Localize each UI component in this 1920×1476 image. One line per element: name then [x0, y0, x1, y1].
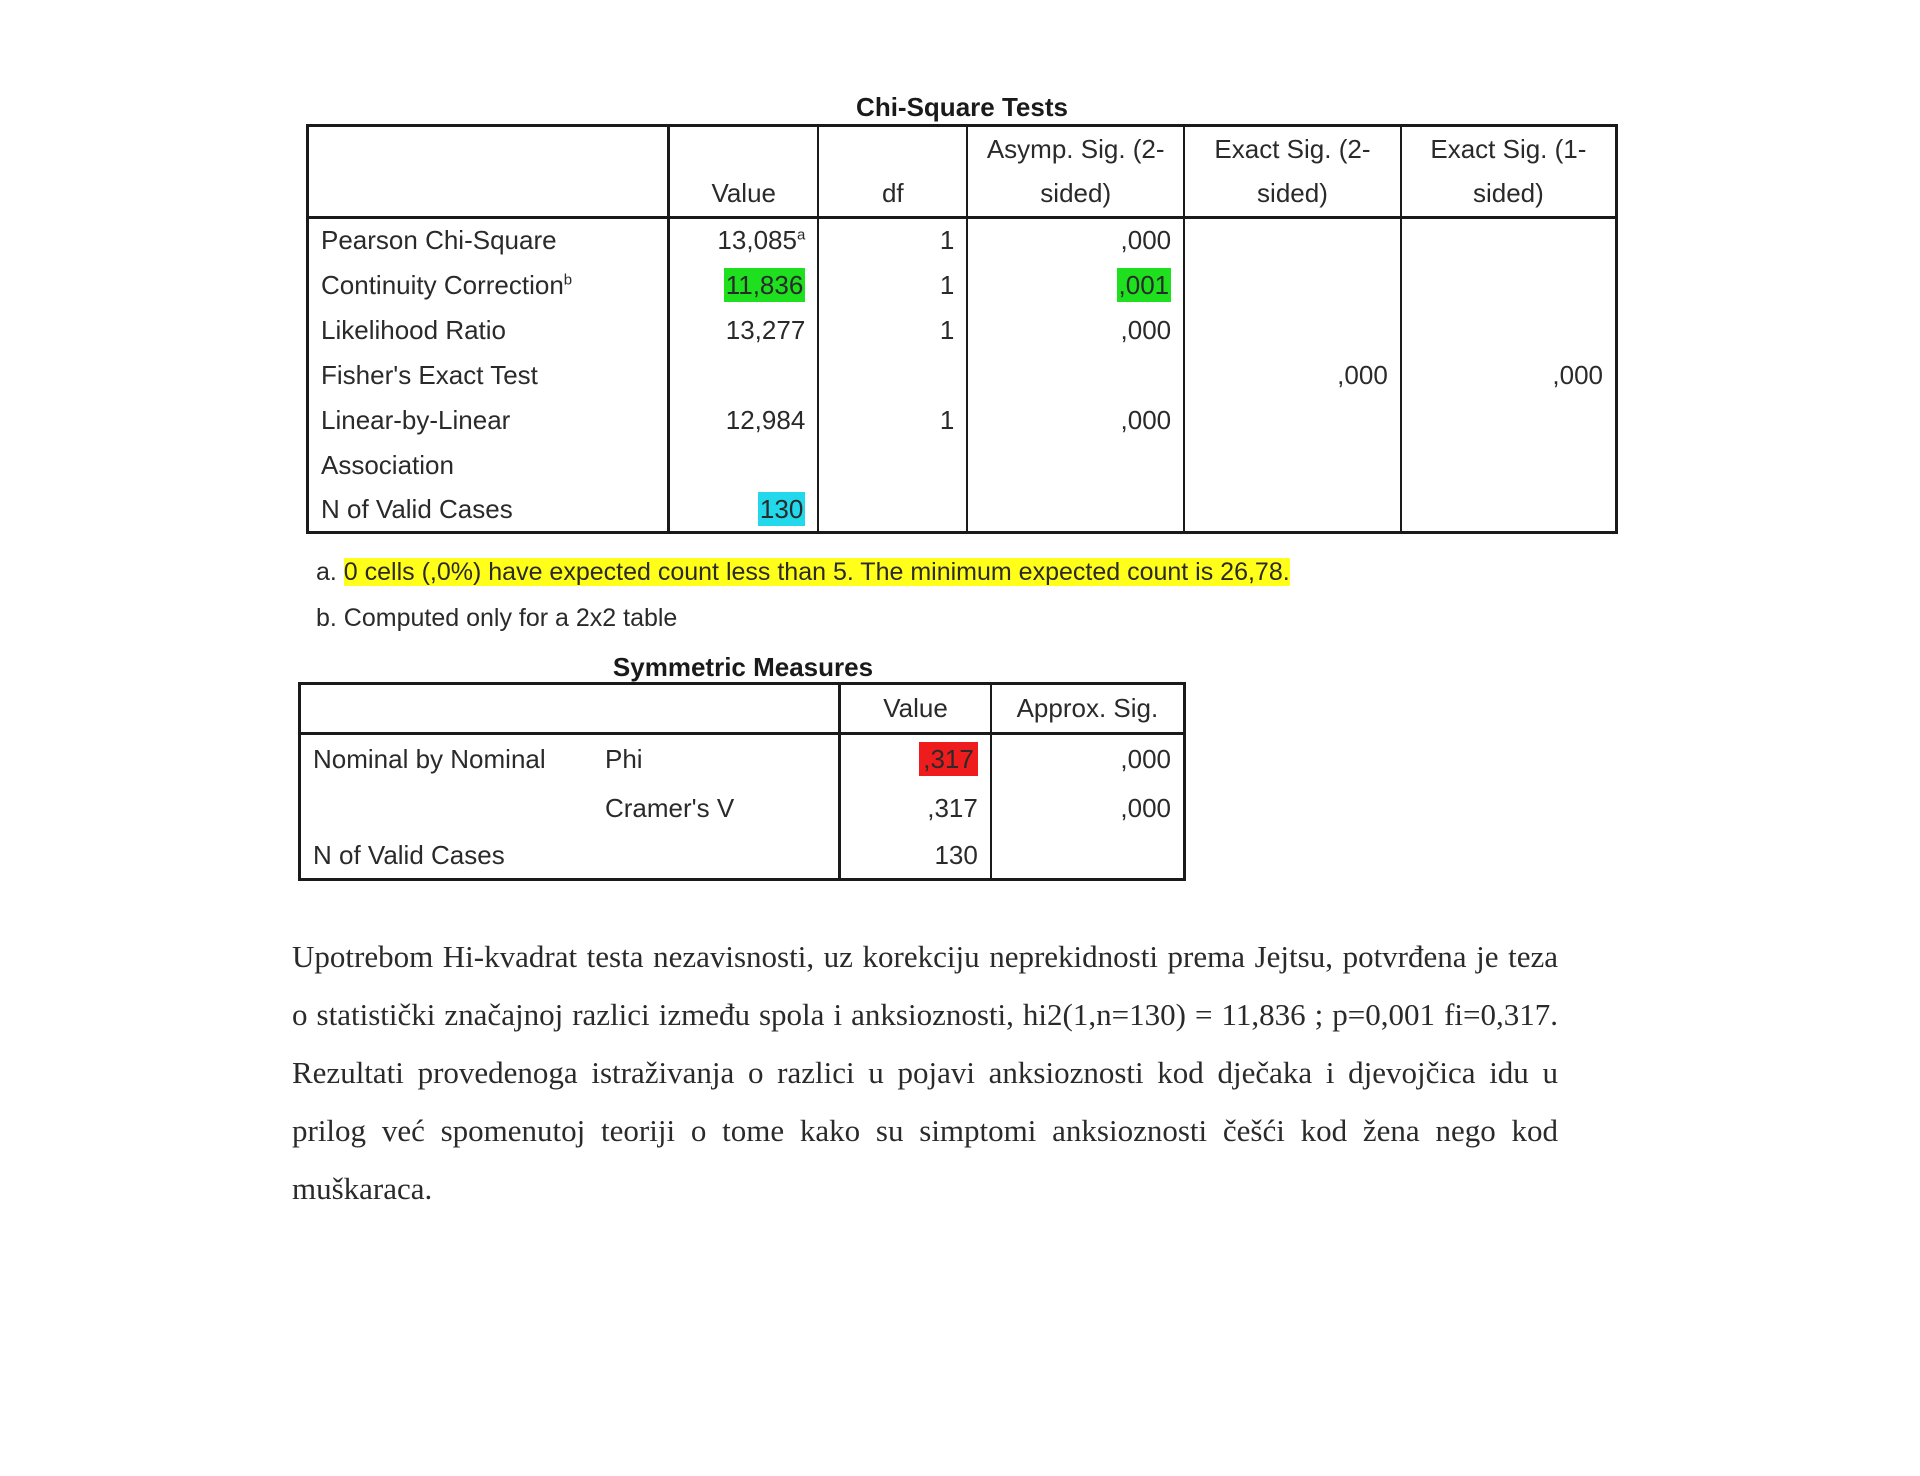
fisher-exact2: ,000	[1184, 353, 1401, 398]
exact1-header-line2: sided)	[1472, 178, 1544, 209]
df-header: df	[818, 172, 967, 218]
cramer-value: ,317	[840, 784, 991, 834]
row-label: Cramer's V	[593, 784, 840, 834]
table-row	[308, 488, 1617, 533]
footnote-marker: a	[796, 226, 806, 244]
row-label: Pearson Chi-Square	[321, 225, 557, 256]
continuity-asymp-highlight: ,001	[1118, 269, 1170, 300]
group-label: Nominal by Nominal	[313, 743, 546, 774]
sym-nvalid-value: 130	[840, 834, 991, 880]
cramer-approx: ,000	[1120, 793, 1171, 823]
pearson-value: 13,085	[717, 225, 797, 256]
asymp-header-line1: Asymp. Sig. (2-	[967, 126, 1184, 172]
row-label: N of Valid Cases	[313, 840, 505, 871]
table-row	[308, 308, 1617, 353]
row-label: Linear-by-Linear	[308, 398, 669, 443]
table-row	[308, 398, 1617, 443]
value-header: Value	[669, 172, 819, 218]
phi-approx: ,000	[1120, 743, 1171, 774]
exact2-header-line1: Exact Sig. (2-	[1184, 126, 1401, 172]
likelihood-df: 1	[818, 308, 967, 353]
likelihood-asymp: ,000	[967, 308, 1184, 353]
table-row	[308, 443, 1617, 488]
table-row	[308, 263, 1617, 308]
row-label-continued: Association	[308, 443, 669, 488]
row-label: Phi	[593, 734, 840, 784]
footnote-a-prefix: a.	[316, 558, 344, 586]
row-label: Fisher's Exact Test	[308, 353, 669, 398]
phi-value-highlight: ,317	[919, 742, 978, 776]
linear-value: 12,984	[669, 398, 819, 443]
table-row	[300, 784, 1185, 834]
footnote-b: b. Computed only for a 2x2 table	[316, 604, 678, 632]
table-row	[308, 353, 1617, 398]
fisher-exact1: ,000	[1552, 359, 1603, 390]
symmetric-table	[298, 682, 1186, 881]
sym-value-header: Value	[840, 684, 991, 734]
row-label: N of Valid Cases	[308, 488, 669, 533]
conclusion-paragraph: Upotrebom Hi-kvadrat testa nezavisnosti, uz korekciju neprekidnosti prema Jejtsu, potvrđena je teza o statistički značajnoj razlici između spola i anksioznosti, hi2(1,n=130) = 11,836 ; p=0,001 fi=0,317. Rezultati provedenoga istraživanja o razlici u pojavi anksioznosti kod dječaka i djevojčica idu u prilog već spomenutoj teoriji o tome kako su simptomi anksioznosti češći kod žena nego kod muškaraca.	[292, 939, 1558, 1206]
row-label: Likelihood Ratio	[308, 308, 669, 353]
asymp-header-line2: sided)	[967, 172, 1184, 218]
table-row	[300, 834, 1185, 880]
row-label: Continuity Correction	[321, 269, 564, 300]
chi-square-table	[306, 124, 1618, 534]
pearson-df: 1	[818, 218, 967, 263]
exact2-header-line2: sided)	[1184, 172, 1401, 218]
symmetric-title: Symmetric Measures	[612, 652, 874, 682]
nvalid-value-highlight: 130	[759, 493, 804, 524]
linear-df: 1	[818, 398, 967, 443]
pearson-asymp: ,000	[967, 218, 1184, 263]
likelihood-value: 13,277	[669, 308, 819, 353]
chi-square-title: Chi-Square Tests	[856, 92, 1068, 122]
table-row	[308, 218, 1617, 263]
exact1-header-line1: Exact Sig. (1-	[1430, 133, 1587, 164]
footnote-a	[316, 558, 1290, 587]
approx-sig-header: Approx. Sig.	[1016, 693, 1159, 723]
linear-asymp: ,000	[967, 398, 1184, 443]
footnote-a-highlight: 0 cells (,0%) have expected count less than 5. The minimum expected count is 26,78.	[343, 558, 1290, 586]
footnote-marker: b	[563, 270, 573, 288]
continuity-value-highlight: 11,836	[725, 269, 804, 300]
continuity-df: 1	[818, 263, 967, 308]
table-row	[300, 734, 1185, 784]
